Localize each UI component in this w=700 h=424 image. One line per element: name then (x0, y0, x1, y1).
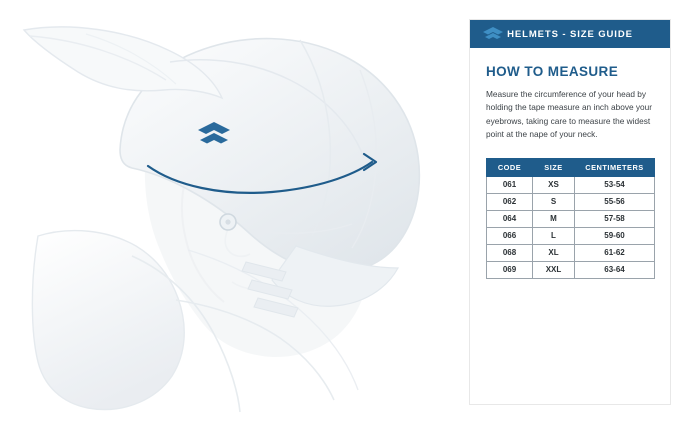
table-header-row (487, 158, 655, 176)
table-row (487, 193, 655, 210)
cell-code: 062 (487, 193, 533, 210)
size-table (486, 158, 655, 279)
panel-header (470, 20, 670, 48)
cell-size: XXL (533, 261, 575, 278)
cell-centimeters: 61-62 (575, 244, 655, 261)
panel-body (470, 48, 670, 279)
cell-size: S (533, 193, 575, 210)
cell-code: 069 (487, 261, 533, 278)
column-header-code: CODE (487, 158, 533, 176)
cell-centimeters: 55-56 (575, 193, 655, 210)
column-header-centimeters: CENTIMETERS (575, 158, 655, 176)
cell-centimeters: 57-58 (575, 210, 655, 227)
cell-size: XS (533, 176, 575, 193)
table-row (487, 210, 655, 227)
table-row (487, 227, 655, 244)
brand-arrow-logo-icon (482, 26, 504, 42)
cell-code: 064 (487, 210, 533, 227)
cell-size: M (533, 210, 575, 227)
cell-centimeters: 53-54 (575, 176, 655, 193)
cell-size: L (533, 227, 575, 244)
cell-centimeters: 63-64 (575, 261, 655, 278)
how-to-measure-text: Measure the circumference of your head by holding the tape measure an inch above your eyebrows, taking care to measure the widest point at the nape of your neck. (486, 89, 653, 140)
how-to-measure-title: HOW TO MEASURE (486, 64, 619, 79)
cell-code: 061 (487, 176, 533, 193)
table-row (487, 176, 655, 193)
cell-size: XL (533, 244, 575, 261)
table-row (487, 244, 655, 261)
cell-code: 066 (487, 227, 533, 244)
size-guide-panel (470, 20, 670, 404)
table-row (487, 261, 655, 278)
panel-title: HELMETS - SIZE GUIDE (507, 28, 633, 40)
column-header-size: SIZE (533, 158, 575, 176)
cell-code: 068 (487, 244, 533, 261)
cell-centimeters: 59-60 (575, 227, 655, 244)
